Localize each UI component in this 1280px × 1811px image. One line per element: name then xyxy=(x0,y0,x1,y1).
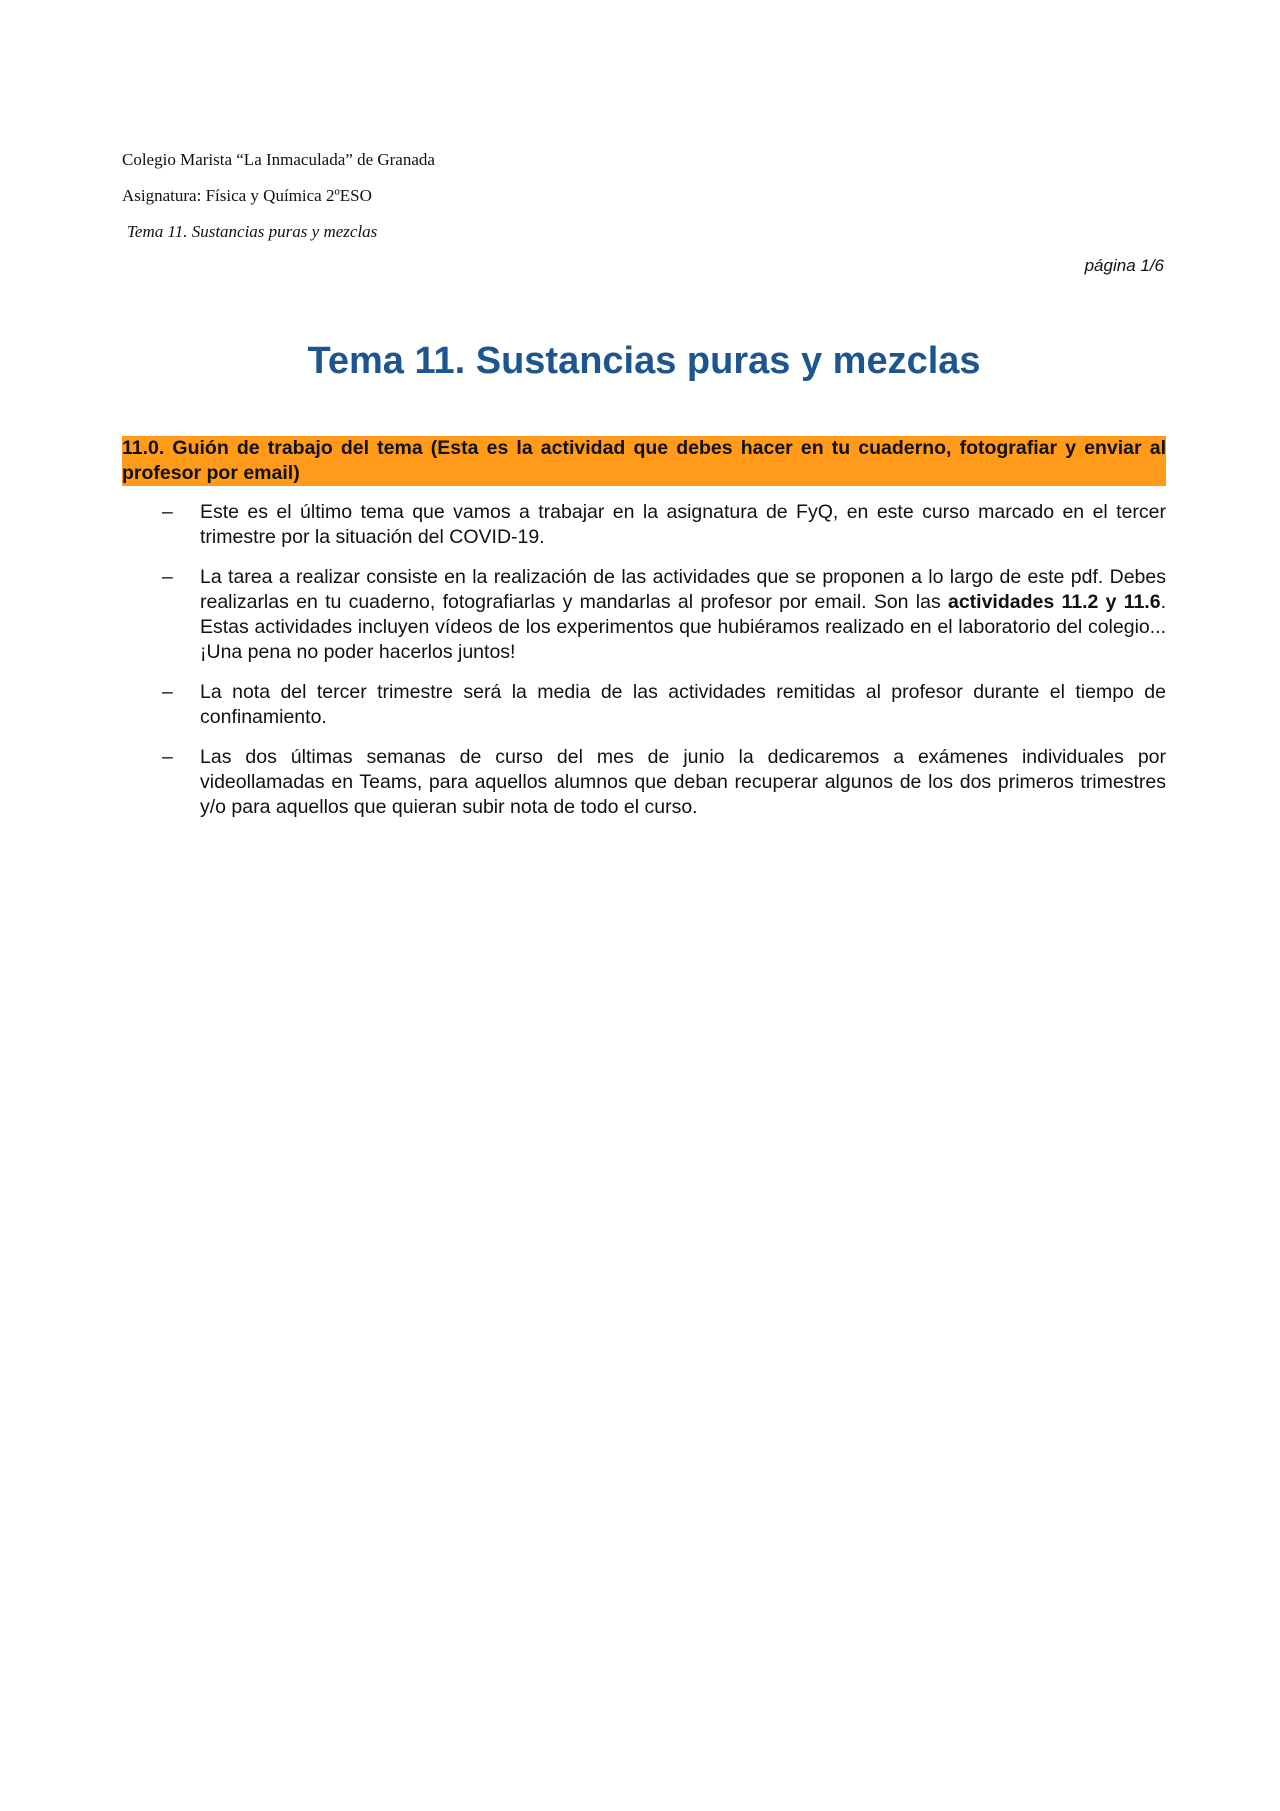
page-title: Tema 11. Sustancias puras y mezclas xyxy=(307,340,981,382)
subject-line: Asignatura: Física y Química 2ºESO xyxy=(122,186,372,205)
list-item-text: La nota del tercer trimestre será la media de las actividades remitidas al profesor durante el tiempo de confinamiento. xyxy=(200,681,1166,728)
dash-bullet-icon: – xyxy=(162,681,173,703)
list-item xyxy=(122,745,1166,820)
list-item-text xyxy=(200,566,1166,663)
school-name: Colegio Marista “La Inmaculada” de Granada xyxy=(122,150,435,169)
list-item-text: Este es el último tema que vamos a trabajar en la asignatura de FyQ, en este curso marcado en el tercer trimestre por la situación del COVID-19. xyxy=(200,501,1166,548)
list-item-text-end: . Estas actividades incluyen vídeos de los experimentos que hubiéramos realizado en el laboratorio del colegio... ¡Una pena no poder hacerlos juntos! xyxy=(200,591,1166,663)
dash-bullet-icon: – xyxy=(162,746,173,768)
page-number: página 1/6 xyxy=(1084,256,1164,275)
list-item xyxy=(122,680,1166,730)
topic-line: Tema 11. Sustancias puras y mezclas xyxy=(127,222,378,241)
activities-emphasis: actividades 11.2 y 11.6 xyxy=(947,591,1161,613)
work-guide-list xyxy=(122,500,1166,835)
section-heading: 11.0. Guión de trabajo del tema (Esta es la actividad que debes hacer en tu cuaderno, fotografiar y enviar al profesor por email) xyxy=(122,437,1166,484)
dash-bullet-icon: – xyxy=(162,566,173,588)
list-item xyxy=(122,565,1166,665)
list-item-text: Las dos últimas semanas de curso del mes de junio la dedicaremos a exámenes individuales por videollamadas en Teams, para aquellos alumnos que deban recuperar algunos de los dos primeros trimestres y/o para aquellos que quieran subir nota de todo el curso. xyxy=(200,746,1166,818)
list-item xyxy=(122,500,1166,550)
dash-bullet-icon: – xyxy=(162,501,173,523)
document-header xyxy=(122,148,435,256)
list-item-text-start: La tarea a realizar consiste en la realización de las actividades que se proponen a lo largo de este pdf. Debes realizarlas en tu cuaderno, fotografiarlas y mandarlas al profesor por email. Son las xyxy=(200,566,1166,613)
